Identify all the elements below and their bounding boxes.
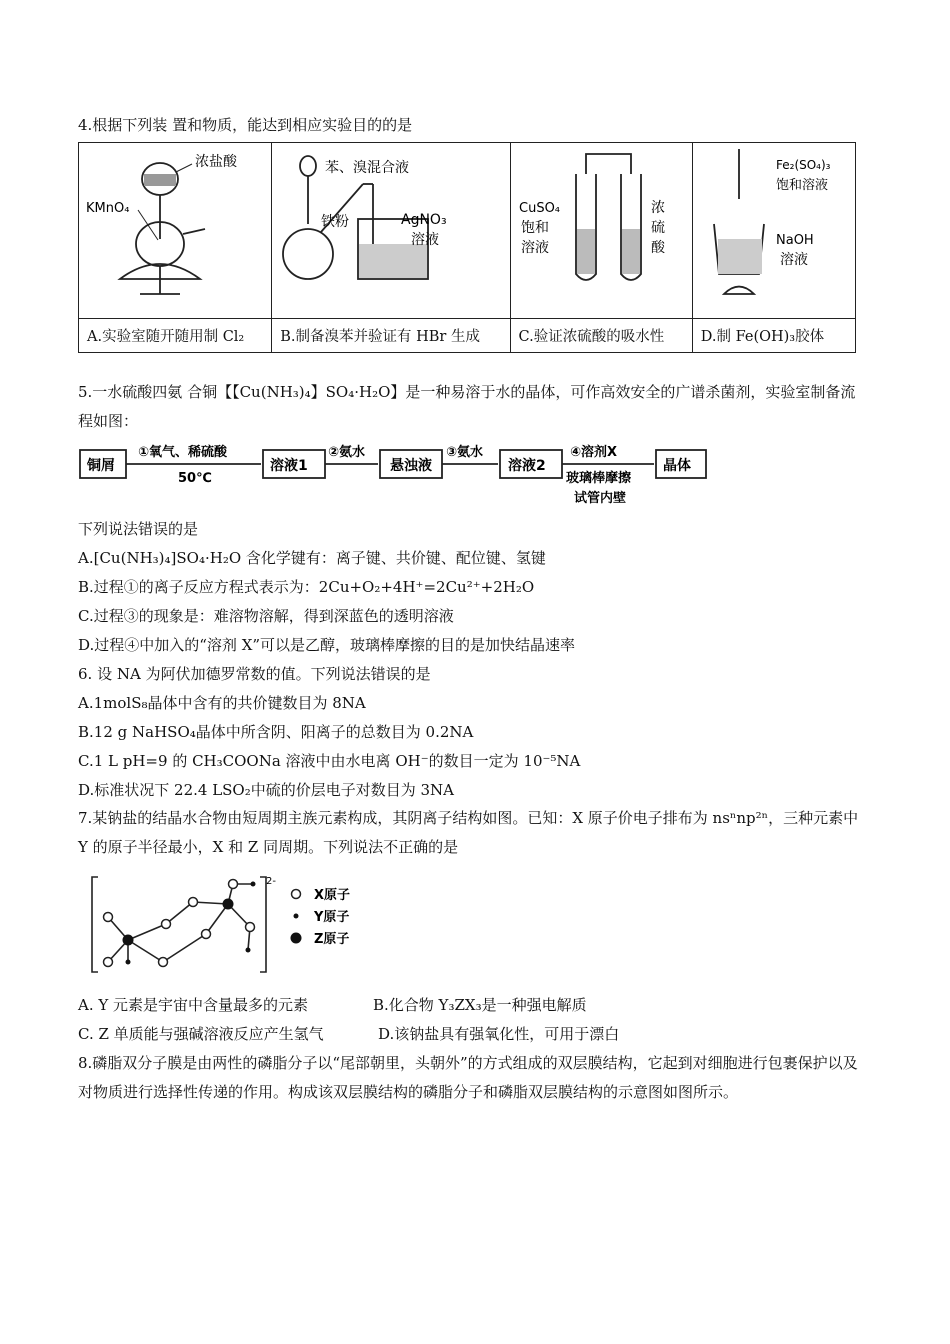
q7-option-a: A. Y 元素是宇宙中含量最多的元素: [78, 996, 309, 1014]
fig-d-label-fe2so43: Fe₂(SO₄)₃: [775, 157, 831, 172]
fig-b-label-mixture: 苯、溴混合液: [325, 159, 410, 176]
q7-option-c: C. Z 单质能与强碱溶液反应产生氢气: [78, 1025, 324, 1043]
flow-step2: ②氨水: [328, 445, 366, 460]
caption-b: B.制备溴苯并验证有 HBr 生成: [272, 319, 510, 353]
fig-c-label-r2: 硫: [651, 219, 666, 236]
fig-b-label-iron: 铁粉: [321, 213, 350, 230]
q8-stem: 8.磷脂双分子膜是由两性的磷脂分子以“尾部朝里，头朝外”的方式组成的双层膜结构，它起到对细胞进行包裹保护以及对物质进行选择性传递的作用。构成该双层膜结构的磷脂分子和磷脂双层膜结构的示意图如图所示。: [78, 1054, 858, 1101]
caption-d: D.制 Fe(OH)₃胶体: [692, 319, 855, 353]
flow-step1-temp: 50℃: [178, 471, 212, 486]
q7-option-d: D.该钠盐具有强氧化性，可用于漂白: [378, 1025, 620, 1043]
q4-stem: 4.根据下列装 置和物质，能达到相应实验目的的是: [78, 116, 413, 134]
legend-y-label: Y原子: [314, 910, 350, 925]
flow-box-crystal: 晶体: [663, 458, 691, 474]
q5-prompt: 下列说法错误的是: [78, 520, 199, 538]
fig-b-label-solution: 溶液: [411, 231, 440, 248]
fig-b-label-agno3: AgNO₃: [401, 211, 447, 228]
fig-d-cell: [692, 143, 855, 319]
fig-c-label-r3: 酸: [651, 239, 666, 256]
q6-stem: 6. 设 NA 为阿伏加德罗常数的值。下列说法错误的是: [78, 665, 431, 683]
q7-option-b: B.化合物 Y₃ZX₃是一种强电解质: [373, 996, 587, 1014]
fig-a-label-conc-hcl: 浓盐酸: [195, 153, 238, 170]
legend-x-label: X原子: [314, 888, 351, 903]
caption-c: C.验证浓硫酸的吸水性: [510, 319, 692, 353]
legend-x-marker: [292, 890, 301, 899]
fig-b-bromobenzene-apparatus: [273, 144, 508, 314]
q5-stem: 5.一水硫酸四氨 合铜【【Cu(NH₃)₄】SO₄·H₂O】是一种易溶于水的晶体，可作高效安全的广谱杀菌剂，实验室制备流程如图：: [78, 383, 856, 430]
flow-box-solution2: 溶液2: [508, 458, 546, 474]
fig-a-chlorine-apparatus: [80, 144, 270, 314]
q5-option-d: D.过程④中加入的“溶剂 X”可以是乙醇，玻璃棒摩擦的目的是加快结晶速率: [78, 636, 576, 654]
flow-box-copper: 铜屑: [87, 458, 115, 474]
flow-box-suspension: 悬浊液: [390, 458, 432, 474]
fig-b-cell: [272, 143, 510, 319]
q6-option-d: D.标准状况下 22.4 LSO₂中硫的价层电子对数目为 3NA: [78, 781, 455, 799]
fig-d-label-naoh: NaOH: [775, 232, 814, 248]
q5-option-c: C.过程③的现象是：难溶物溶解，得到深蓝色的透明溶液: [78, 607, 454, 625]
q4-apparatus-table: [78, 142, 856, 353]
fig-a-cell: [79, 143, 272, 319]
flow-box-solution1: 溶液1: [270, 458, 308, 474]
legend-y-marker: [294, 914, 299, 919]
caption-a: A.实验室随开随用制 Cl₂: [79, 319, 272, 353]
fig-c-cell: [510, 143, 692, 319]
q6-option-b: B.12 g NaHSO₄晶体中所含阴、阳离子的总数目为 0.2NA: [78, 723, 474, 741]
fig-c-tubes-apparatus: [511, 144, 691, 314]
fig-d-label-saturated: 饱和溶液: [775, 177, 828, 193]
q6-option-a: A.1molS₈晶体中含有的共价键数目为 8NA: [78, 694, 366, 712]
fig-c-label-solution: 溶液: [521, 239, 550, 256]
q5-option-a: A.[Cu(NH₃)₄]SO₄·H₂O 含化学键有：离子键、共价键、配位键、氢键: [78, 549, 546, 567]
fig-a-label-kmno4: KMnO₄: [86, 200, 130, 216]
q6-option-c: C.1 L pH=9 的 CH₃COONa 溶液中由水电离 OH⁻的数目一定为 10⁻⁵NA: [78, 752, 581, 770]
fig-c-label-saturated: 饱和: [521, 219, 550, 236]
q5-flow-chart: [78, 440, 738, 508]
q7-anion-structure: [88, 872, 388, 977]
anion-charge: 2-: [266, 876, 276, 887]
legend-z-label: Z原子: [314, 932, 350, 947]
flow-step3: ③氨水: [446, 445, 484, 460]
fig-d-label-solution: 溶液: [779, 251, 808, 268]
flow-step4-note1: 玻璃棒摩擦: [566, 471, 632, 486]
q5-option-b: B.过程①的离子反应方程式表示为：2Cu+O₂+4H⁺=2Cu²⁺+2H₂O: [78, 578, 535, 596]
flow-step4: ④溶剂X: [570, 445, 618, 460]
fig-d-colloid-apparatus: [694, 144, 854, 314]
q7-stem: 7.某钠盐的结晶水合物由短周期主族元素构成，其阴离子结构如图。已知：X 原子价电子排布为 nsⁿnp²ⁿ，三种元素中 Y 的原子半径最小，X 和 Z 同周期。下列说法不正确的是: [78, 809, 859, 856]
fig-c-label-r1: 浓: [651, 199, 666, 216]
flow-step4-note2: 试管内壁: [574, 491, 627, 506]
flow-step1: ①氧气、稀硫酸: [138, 445, 228, 460]
fig-c-label-cuso4: CuSO₄: [519, 200, 561, 216]
legend-z-marker: [291, 933, 302, 944]
